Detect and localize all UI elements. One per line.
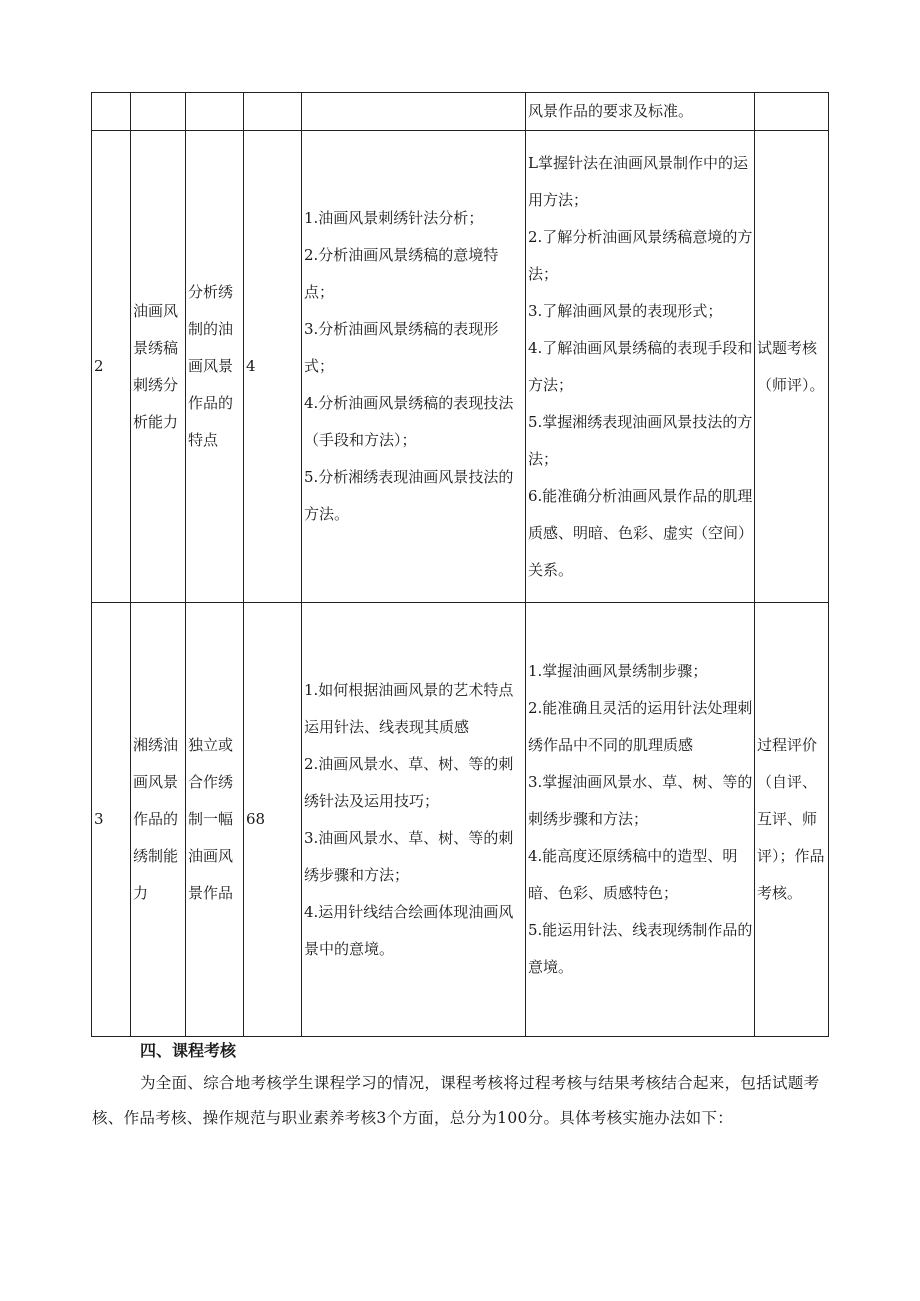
requirement-item: 1.掌握油画风景绣制步骤； bbox=[528, 662, 708, 680]
cell-content bbox=[302, 603, 526, 1037]
cell-module: 油画风景绣稿刺绣分析能力 bbox=[131, 131, 186, 603]
content-item: 1.如何根据油画风景的艺术特点运用针法、线表现其质感 bbox=[304, 680, 514, 736]
content-item: 1.油画风景刺绣针法分析； bbox=[304, 209, 484, 227]
cell-requirement: 风景作品的要求及标准。 bbox=[526, 93, 755, 131]
requirement-item: 6.能准确分析油画风景作品的肌理质感、明暗、色彩、虚实（空间）关系。 bbox=[528, 486, 754, 579]
content-item: 3.油画风景水、草、树、等的刺绣步骤和方法； bbox=[304, 828, 514, 884]
cell-content bbox=[302, 93, 526, 131]
table-row bbox=[92, 93, 829, 131]
requirement-item: L掌握针法在油画风景制作中的运用方法； bbox=[528, 153, 748, 209]
cell-requirement bbox=[526, 131, 755, 603]
table-row bbox=[92, 603, 829, 1037]
cell-num: 2 bbox=[92, 131, 131, 603]
cell-task bbox=[186, 93, 244, 131]
cell-assessment: 过程评价（自评、互评、师评）；作品考核。 bbox=[755, 603, 829, 1037]
content-item: 2.分析油画风景绣稿的意境特点； bbox=[304, 246, 499, 301]
content-item: 2.油画风景水、草、树、等的刺绣针法及运用技巧； bbox=[304, 754, 514, 810]
requirement-item: 5.能运用针法、线表现绣制作品的意境。 bbox=[528, 921, 753, 976]
cell-num: 3 bbox=[92, 603, 131, 1037]
requirement-item: 2.了解分析油画风景绣稿意境的方法； bbox=[528, 227, 753, 283]
requirement-item: 3.掌握油画风景水、草、树、等的刺绣步骤和方法； bbox=[528, 773, 753, 828]
content-item: 5.分析湘绣表现油画风景技法的方法。 bbox=[304, 468, 514, 523]
table-row bbox=[92, 131, 829, 603]
course-table bbox=[91, 92, 829, 1037]
cell-task: 独立或合作绣制一幅油画风景作品 bbox=[186, 603, 244, 1037]
cell-content bbox=[302, 131, 526, 603]
section-heading: 四、课程考核 bbox=[140, 1041, 237, 1060]
cell-hours: 68 bbox=[244, 603, 302, 1037]
section-paragraph: 为全面、综合地考核学生课程学习的情况，课程考核将过程考核与结果考核结合起来，包括试题考核、作品考核、操作规范与职业素养考核3个方面，总分为100分。具体考核实施办法如下： bbox=[92, 1074, 820, 1127]
cell-task: 分析绣制的油画风景作品的特点 bbox=[186, 131, 244, 603]
requirement-item: 2.能准确且灵活的运用针法处理刺绣作品中不同的肌理质感 bbox=[528, 699, 753, 754]
cell-num bbox=[92, 93, 131, 131]
cell-hours: 4 bbox=[244, 131, 302, 603]
cell-requirement bbox=[526, 603, 755, 1037]
requirement-item: 5.掌握湘绣表现油画风景技法的方法； bbox=[528, 412, 753, 468]
cell-hours bbox=[244, 93, 302, 131]
cell-module bbox=[131, 93, 186, 131]
content-item: 4.分析油画风景绣稿的表现技法（手段和方法）； bbox=[304, 394, 514, 449]
requirement-item: 3.了解油画风景的表现形式； bbox=[528, 301, 723, 320]
content-item: 3.分析油画风景绣稿的表现形式； bbox=[304, 320, 499, 375]
cell-module: 湘绣油画风景作品的绣制能力 bbox=[131, 603, 186, 1037]
cell-assessment: 试题考核（师评）。 bbox=[755, 131, 829, 603]
cell-assessment bbox=[755, 93, 829, 131]
requirement-item: 4.能高度还原绣稿中的造型、明暗、色彩、质感特色； bbox=[528, 847, 738, 902]
requirement-item: 4.了解油画风景绣稿的表现手段和方法； bbox=[528, 338, 753, 394]
content-item: 4.运用针线结合绘画体现油画风景中的意境。 bbox=[304, 902, 514, 958]
